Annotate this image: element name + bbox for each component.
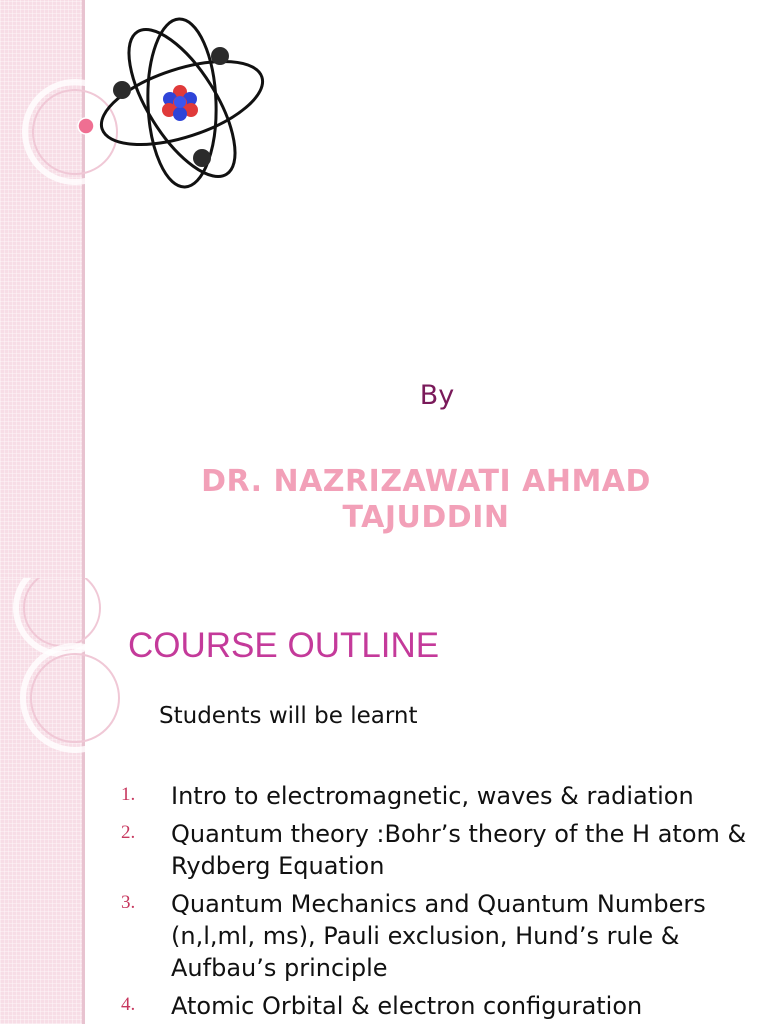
- by-label: By: [419, 380, 455, 411]
- course-outline-slide: [0, 578, 768, 1024]
- list-number: 3.: [121, 892, 136, 913]
- list-text: Atomic Orbital & electron configuration: [171, 992, 643, 1020]
- list-item: [0, 888, 768, 984]
- author-name: [84, 464, 768, 536]
- intro-text: Students will be learnt: [159, 703, 418, 729]
- list-item: [0, 990, 768, 1022]
- topic-list: [0, 780, 768, 1024]
- list-number: 1.: [121, 784, 136, 805]
- electron: [211, 47, 229, 65]
- list-number: 4.: [121, 994, 136, 1015]
- ring-inner: [31, 654, 119, 742]
- electron: [113, 81, 131, 99]
- electron: [193, 149, 211, 167]
- author-line-1: DR. NAZRIZAWATI AHMAD: [201, 464, 651, 499]
- ring-outline: [23, 646, 127, 750]
- list-text: Intro to electromagnetic, waves & radiation: [171, 782, 694, 810]
- ring-inner: [24, 578, 100, 646]
- atom-icon: [92, 6, 272, 201]
- list-text: Quantum Mechanics and Quantum Numbers (n,l,ml, ms), Pauli exclusion, Hund’s rule & Aufbau’s principle: [171, 890, 706, 982]
- slide-title: COURSE OUTLINE: [128, 626, 440, 665]
- list-number: 2.: [121, 822, 136, 843]
- list-text: Quantum theory :Bohr’s theory of the H atom & Rydberg Equation: [171, 820, 747, 880]
- list-item: [0, 818, 768, 882]
- list-item: [0, 780, 768, 812]
- author-line-2: TAJUDDIN: [342, 500, 510, 535]
- nucleus: [162, 85, 198, 121]
